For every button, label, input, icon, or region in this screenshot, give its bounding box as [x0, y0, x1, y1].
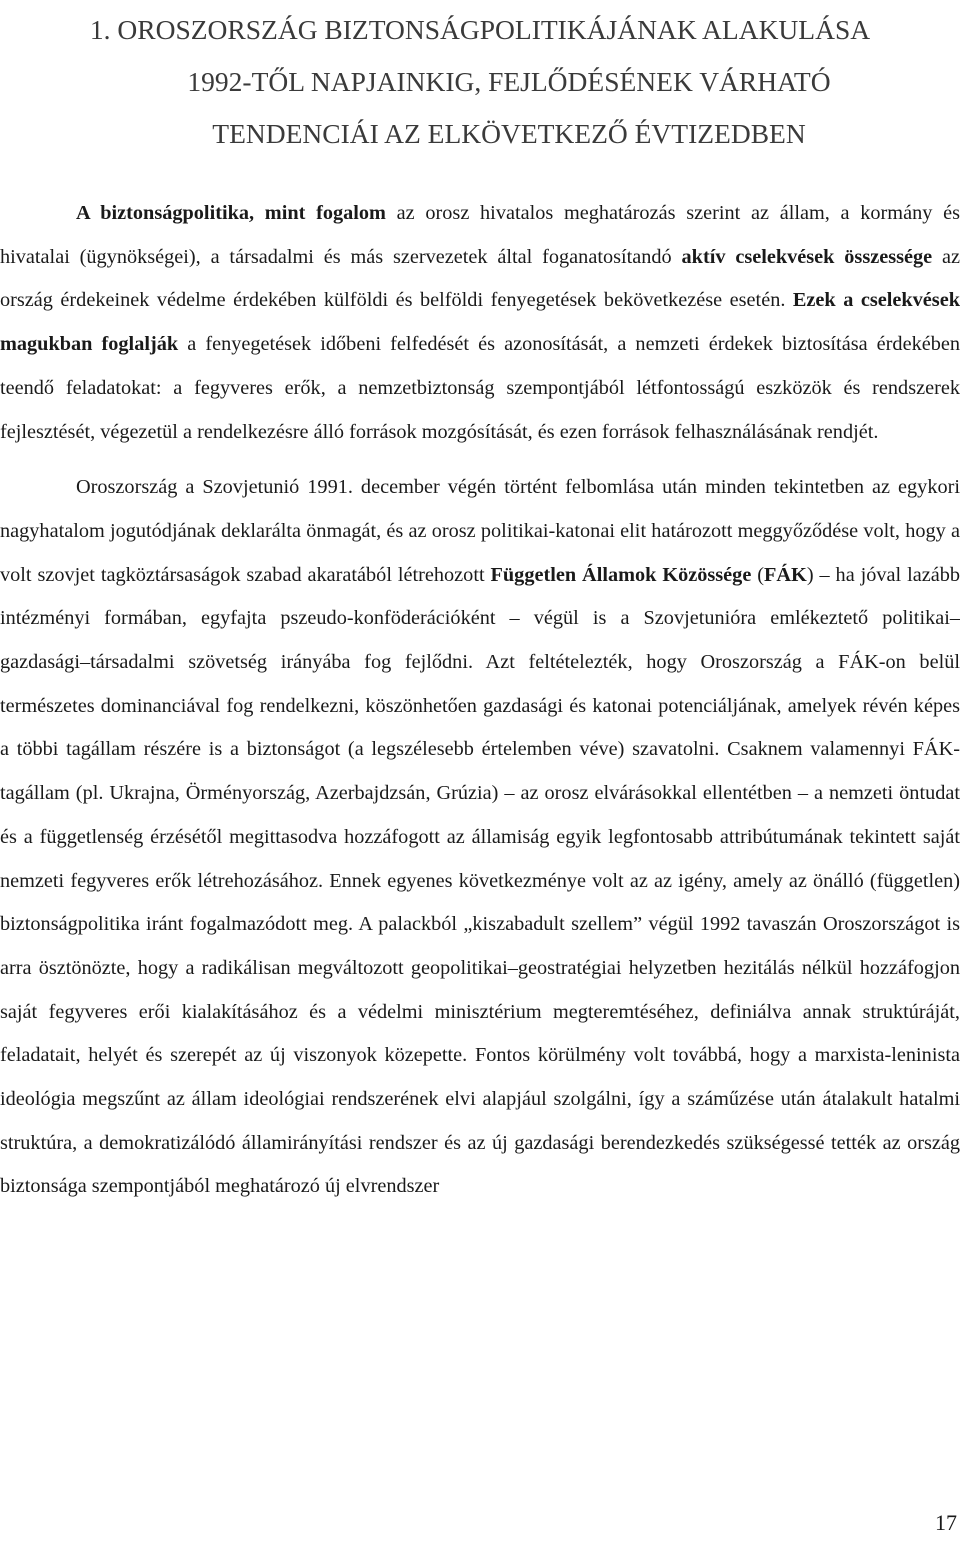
text-run: az ország érdekeinek védelme érdekében külföldi és belföldi fenyegetések bekövetkezése esetén.: [0, 245, 960, 312]
text-run: a fenyegetések időbeni felfedését és azonosítását, a nemzeti érdekek biztosítása érdekében teendő feladatokat: a fegyveres erők, a nemzetbiztonság szempontjából létfontosságú eszközök és rendszerek fejlesztését, végezetül a rendelkezésre álló források mozgósítását, és ezen források felhasználásának rendjét.: [0, 333, 960, 443]
bold-term: aktív cselekvések összessége: [681, 245, 933, 268]
chapter-heading-line-3: TENDENCIÁI AZ ELKÖVETKEZŐ ÉVTIZEDBEN: [212, 118, 806, 149]
bold-term: Ezek a cselekvések magukban foglalják: [0, 289, 960, 356]
paragraph-2: [0, 466, 960, 1209]
text-run: az orosz hivatalos meghatározás szerint az állam, a kormány és hivatalai (ügynökségei), a társadalmi és más szervezetek által foganatosítandó: [0, 202, 960, 268]
text-run: (: [751, 563, 765, 586]
chapter-heading-line-2: 1992-TŐL NAPJAINKIG, FEJLŐDÉSÉNEK VÁRHATÓ: [187, 66, 831, 97]
chapter-heading-line-1: 1. OROSZORSZÁG BIZTONSÁGPOLITIKÁJÁNAK ALAKULÁSA: [89, 14, 871, 45]
page-number: 17: [935, 1510, 957, 1535]
chapter-heading: [0, 4, 960, 160]
text-run: ) – ha jóval lazább intézményi formában, egyfajta pszeudo-konföderációként – végül is a Szovjetunióra emlékeztető politikai–gazdasági–társadalmi szövetség irányába fog fejlődni. Azt feltételezték, hogy Oroszország a FÁK-on belül természetes dominanciával fog rendelkezni, köszönhetően gazdasági és katonai potenciáljának, amelyek révén képes a többi tagállam részére is a biztonságot (a legszélesebb értelemben véve) szavatolni. Csaknem valamennyi FÁK-tagállam (pl. Ukrajna, Örményország, Azerbajdzsán, Grúzia) – az orosz elvárásokkal ellentétben – a nemzeti öntudat és a függetlenség érzésétől megittasodva hozzáfogott az államiság egyik legfontosabb attribútumának tekintett saját nemzeti fegyveres erők létrehozásához. Ennek egyenes következménye volt az az igény, amely az önálló (független) biztonságpolitika iránt fogalmazódott meg. A palackból „kiszabadult szellem” végül 1992 tavaszán Oroszországot is arra ösztönözte, hogy a radikálisan megváltozott geopolitikai–geostratégiai helyzetben hezitálás nélkül hozzáfogjon saját fegyveres erői kialakításához és a védelmi minisztérium megteremtéséhez, definiálva annak struktúráját, feladatait, helyét és szerepét az új viszonyok közepette. Fontos körülmény volt továbbá, hogy a marxista-leninista ideológia megszűnt az állam ideológiai rendszerének elvi alapjául szolgálni, így a száműzése után átalakult hatalmi struktúra, a demokratizálódó államirányítási rendszer és az új gazdasági berendezkedés szükségessé tették az ország biztonsága szempontjából meghatározó új elvrendszer: [0, 563, 960, 1198]
text-run: Oroszország a Szovjetunió 1991. december végén történt felbomlása után minden tekintetben az egykori nagyhatalom jogutódjának deklarálta önmagát, és az orosz politikai-katonai elit határozott meggyőződése volt, hogy a volt szovjet tagköztársaságok szabad akaratából létrehozott: [0, 476, 960, 586]
body-text: [0, 192, 960, 1209]
bold-term: Független Államok Közössége: [490, 563, 752, 586]
bold-term: FÁK: [764, 563, 807, 586]
paragraph-1: [0, 192, 960, 454]
bold-term: A biztonságpolitika, mint fogalom: [76, 202, 386, 224]
